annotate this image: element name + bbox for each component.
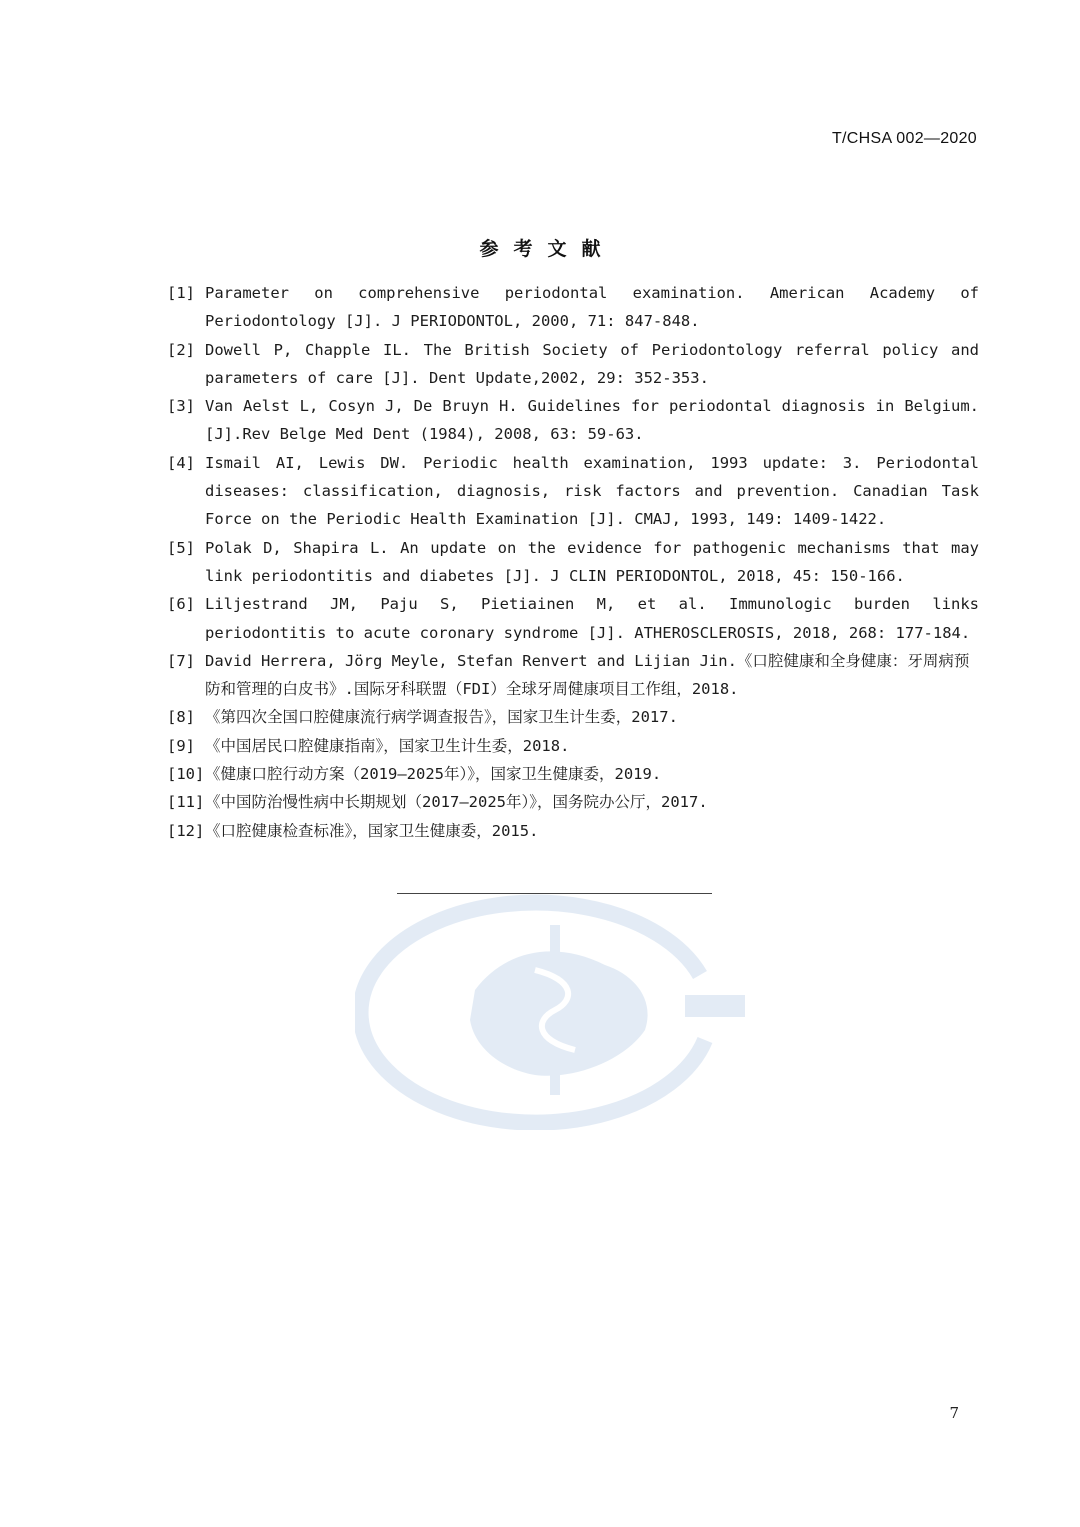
- reference-number: [1]: [167, 284, 195, 302]
- reference-text: Ismail AI, Lewis DW. Periodic health examination, 1993 update: 3. Periodontal diseases: classification, diagnosis, risk factors and prevention. Canadian Task Force on the Periodic Health Examination [J]. CMAJ, 1993, 149: 1409-1422.: [205, 453, 979, 529]
- reference-item: [167, 590, 979, 647]
- reference-text: Parameter on comprehensive periodontal examination. American Academy of Periodontology [J]. J PERIODONTOL, 2000, 71: 847-848.: [205, 284, 979, 331]
- reference-number: [4]: [167, 453, 195, 472]
- reference-text: 《口腔健康检查标准》，国家卫生健康委，2015.: [205, 821, 539, 840]
- reference-item: [167, 279, 979, 336]
- reference-text: 《中国居民口腔健康指南》，国家卫生计生委，2018.: [205, 736, 570, 755]
- reference-text: Polak D, Shapira L. An update on the evidence for pathogenic mechanisms that may link periodontitis and diabetes [J]. J CLIN PERIODONTOL, 2018, 45: 150-166.: [205, 538, 979, 585]
- reference-text: David Herrera, Jörg Meyle, Stefan Renvert and Lijian Jin.《口腔健康和全身健康：牙周病预防和管理的白皮书》.国际牙科联盟（FDI）全球牙周健康项目工作组，2018.: [205, 651, 970, 699]
- reference-item: [167, 703, 979, 731]
- reference-text: 《中国防治慢性病中长期规划（2017—2025年）》，国务院办公厅，2017.: [205, 793, 708, 812]
- reference-text: 《第四次全国口腔健康流行病学调查报告》，国家卫生计生委，2017.: [205, 708, 678, 727]
- reference-item: [167, 392, 979, 449]
- reference-item: [167, 760, 979, 788]
- reference-text: Liljestrand JM, Paju S, Pietiainen M, et al. Immunologic burden links periodontitis to acute coronary syndrome [J]. ATHEROSCLEROSIS, 2018, 268: 177-184.: [205, 595, 979, 642]
- reference-number: [2]: [167, 340, 195, 359]
- reference-item: [167, 732, 979, 760]
- reference-item: [167, 534, 979, 591]
- reference-number: [8]: [167, 708, 195, 727]
- reference-number: [12]: [167, 821, 205, 840]
- page-number: 7: [949, 1404, 959, 1422]
- reference-text: 《健康口腔行动方案（2019—2025年）》，国家卫生健康委，2019.: [205, 765, 662, 784]
- reference-list: [167, 279, 979, 845]
- association-seal-icon: [355, 880, 755, 1130]
- reference-item: [167, 647, 979, 704]
- reference-item: [167, 817, 979, 845]
- reference-item: [167, 788, 979, 816]
- reference-number: [6]: [167, 595, 195, 614]
- reference-number: [3]: [167, 397, 195, 416]
- page-title: 参考文献: [479, 238, 616, 260]
- reference-number: [5]: [167, 538, 195, 557]
- reference-number: [10]: [167, 765, 205, 784]
- reference-number: [9]: [167, 736, 195, 755]
- reference-number: [7]: [167, 651, 195, 670]
- reference-item: [167, 449, 979, 534]
- reference-number: [11]: [167, 793, 205, 812]
- document-code: T/CHSA 002—2020: [831, 130, 977, 147]
- reference-text: Dowell P, Chapple IL. The British Society of Periodontology referral policy and parameters of care [J]. Dent Update,2002, 29: 352-353.: [205, 340, 979, 387]
- reference-text: Van Aelst L, Cosyn J, De Bruyn H. Guidelines for periodontal diagnosis in Belgium. [J].Rev Belge Med Dent (1984), 2008, 63: 59-63.: [205, 397, 979, 444]
- reference-item: [167, 336, 979, 393]
